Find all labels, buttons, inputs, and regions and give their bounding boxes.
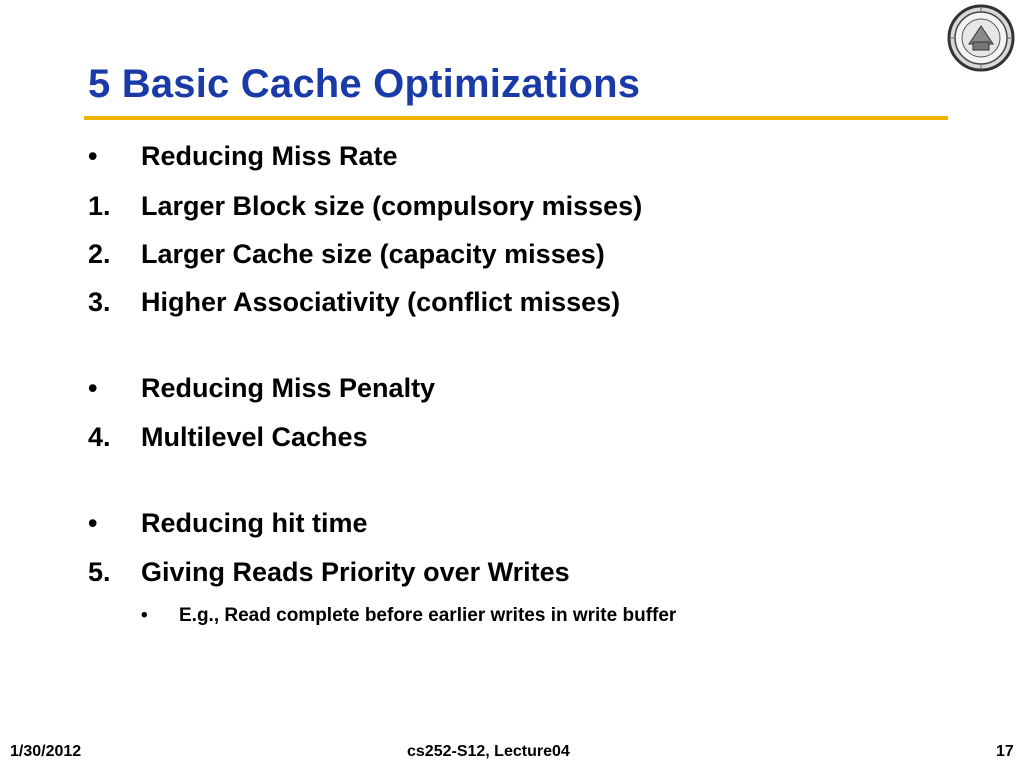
number-marker: 3.: [88, 287, 111, 317]
footer-date: 1/30/2012: [10, 743, 82, 760]
title-divider: [84, 116, 948, 120]
footer-course: cs252-S12, Lecture04: [407, 743, 570, 760]
list-item-text: Higher Associativity (conflict misses): [141, 287, 621, 317]
list-item-text: Reducing Miss Penalty: [141, 373, 436, 403]
page-number: 17: [996, 743, 1014, 760]
university-seal-icon: [947, 4, 1015, 72]
bullet-marker: •: [88, 141, 98, 171]
list-item-text: Larger Block size (compulsory misses): [141, 191, 643, 221]
list-item-text: Multilevel Caches: [141, 422, 368, 452]
number-marker: 4.: [88, 422, 111, 452]
bullet-marker: •: [88, 508, 98, 538]
number-marker: 2.: [88, 239, 111, 269]
list-item-text: Reducing Miss Rate: [141, 141, 398, 171]
bullet-marker: •: [141, 605, 148, 626]
number-marker: 5.: [88, 557, 111, 587]
slide-title: 5 Basic Cache Optimizations: [88, 62, 641, 106]
number-marker: 1.: [88, 191, 111, 221]
bullet-marker: •: [88, 373, 98, 403]
list-item-text: Larger Cache size (capacity misses): [141, 239, 605, 269]
sub-list-item-text: E.g., Read complete before earlier writes in write buffer: [179, 605, 677, 626]
list-item-text: Giving Reads Priority over Writes: [141, 557, 570, 587]
list-item-text: Reducing hit time: [141, 508, 368, 538]
